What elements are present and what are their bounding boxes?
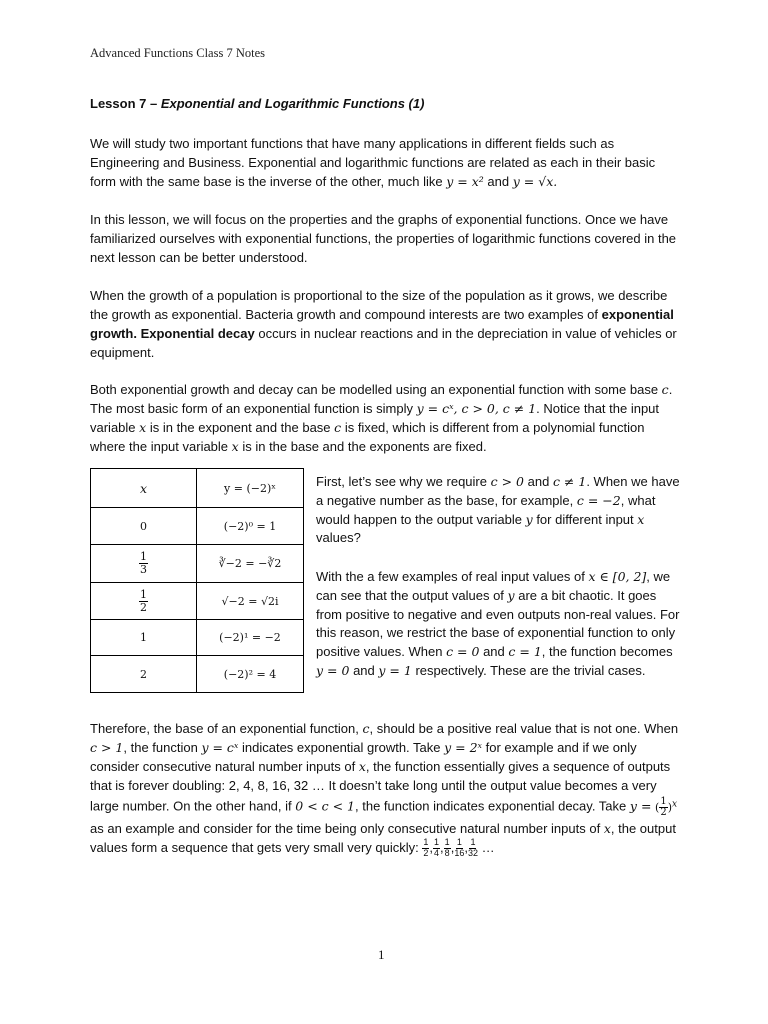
seq-den: 4 xyxy=(434,847,440,858)
p1-math-square: y = x² xyxy=(446,174,484,189)
half-exp: x xyxy=(672,799,678,809)
p4-var-c: c xyxy=(661,382,669,397)
seq-ellipsis: … xyxy=(481,839,495,855)
paragraph-intro xyxy=(90,134,680,191)
s2-d: , the function becomes xyxy=(541,644,673,660)
s2-m4: y = 0 xyxy=(316,662,350,678)
p5-x: x xyxy=(358,759,366,774)
p5-m5: y = xyxy=(629,798,652,814)
s1-x: x xyxy=(637,511,645,527)
half-den: 2 xyxy=(660,807,667,819)
lesson-title xyxy=(90,96,424,111)
p4-var-x2: x xyxy=(231,439,239,454)
s2-y: y xyxy=(507,587,515,603)
table-cell-y: (−2)⁰ = 1 xyxy=(197,508,304,545)
p5-i: as an example and consider for the time being only consecutive natural number inputs of xyxy=(90,820,601,836)
p3-text-a: When the growth of a population is proportional to the size of the population as it grows, we describe the growth as exponential. Bacteria growth and compound interests are two examples of xyxy=(90,288,668,322)
p5-f: for example and if we only consider consecutive natural number inputs of xyxy=(90,740,637,774)
p4-text-g: is in the base and the exponents are fixed. xyxy=(242,439,487,454)
table-cell-y: (−2)¹ = −2 xyxy=(197,620,304,656)
s1-m1: c > 0 xyxy=(490,474,524,489)
frac-num: 1 xyxy=(140,550,147,564)
p5-j: , the output values form a sequence that gets very small very quickly: xyxy=(90,820,676,855)
s1-e: values? xyxy=(316,530,361,546)
s1-and: and xyxy=(527,474,550,489)
seq-num: 1 xyxy=(444,837,450,848)
paragraph-growth: When the growth of a population is proportional to the size of the population as it grows, we describe the growth as exponential. Bacteria growth and compound interests are two examples of exponential growth. Exponential decay occurs in nuclear reactions and in the depreciation in value of vehicles or equipment. xyxy=(90,288,677,360)
s1-m3: c = −2 xyxy=(576,492,621,508)
p5-e: indicates exponential growth. Take xyxy=(242,740,441,755)
lesson-title-prefix: Lesson 7 – xyxy=(90,96,161,111)
table-cell-x: 2 xyxy=(91,656,197,693)
s2-b: , we can see that the output values of xyxy=(316,569,671,603)
p1-text: We will study two important functions that have many applications in different fields such as Engineering and Business. Exponential and logarithmic functions are related as each in their basic form with the same base is the inverse of the other, much like xyxy=(90,136,656,189)
table-row xyxy=(91,656,304,693)
decay-sequence: $\frac{1}{2}$ , $\frac{1}{4}$ , $\frac{1}{8}$ , $\frac{1}{16}$ , $\frac{1}{32}$ … xyxy=(423,837,495,858)
table-row xyxy=(91,620,304,656)
p4-var-c2: c xyxy=(334,420,342,435)
s1-b: . When we have a negative number as the base, for example, xyxy=(316,474,680,508)
table-row xyxy=(91,583,304,620)
lesson-title-italic: Exponential and Logarithmic Functions (1) xyxy=(160,96,425,111)
paragraph-focus: In this lesson, we will focus on the properties and the graphs of exponential functions. Once we have familiarized ourselves with exponential functions, the properties of logarithmic functions covered in the next lesson can be better understood. xyxy=(90,212,677,265)
s2-m5: y = 1 xyxy=(378,662,412,678)
s2-c: are a bit chaotic. It goes from positive to negative and even outputs non-real values. For this reason, we restrict the base of exponential function to only positive values. When xyxy=(316,587,680,660)
seq-den: 8 xyxy=(444,847,450,858)
s2-a: With the a few examples of real input values of xyxy=(316,569,585,584)
seq-den: 2 xyxy=(423,847,429,858)
seq-den: 32 xyxy=(467,847,478,858)
p5-m4: 0 < c < 1 xyxy=(295,798,356,814)
p5-m1: c > 1 xyxy=(90,740,124,755)
table-row xyxy=(91,508,304,545)
p4-text-d: . Notice that the input variable xyxy=(90,401,660,435)
p3-bold-growth: exponential growth xyxy=(90,307,674,341)
side-paragraph-examples xyxy=(316,568,682,681)
table-cell-x xyxy=(91,583,197,620)
p3-text-c: occurs in nuclear reactions and in the depreciation in value of vehicles or equipment. xyxy=(90,326,677,360)
page-number: 1 xyxy=(378,947,385,962)
frac-den: 2 xyxy=(140,600,147,614)
values-table xyxy=(90,468,304,693)
s2-m1: x ∈ [0, 2] xyxy=(588,569,647,584)
half-num: 1 xyxy=(660,795,667,807)
p5-c: c xyxy=(362,721,370,736)
s1-m2: c ≠ 1 xyxy=(552,474,587,489)
half-power-x: ( $\frac{1}{2}$ )$^x$ xyxy=(655,795,678,819)
p1-and: and xyxy=(487,174,510,189)
p4-math-form: y = cˣ, c > 0, c ≠ 1 xyxy=(416,401,537,416)
paragraph-model xyxy=(90,380,680,456)
p3-bold-decay: Exponential decay xyxy=(140,326,255,341)
frac-num: 1 xyxy=(140,587,147,601)
table-cell-x: 0 xyxy=(91,508,197,545)
frac-den: 3 xyxy=(140,563,147,576)
table-cell-x xyxy=(91,545,197,583)
s2-and2: and xyxy=(353,662,375,678)
seq-den: 16 xyxy=(454,847,465,858)
seq-num: 1 xyxy=(456,837,462,848)
s2-m3: c = 1 xyxy=(508,644,542,660)
p5-x2: x xyxy=(603,820,611,836)
seq-num: 1 xyxy=(434,837,440,848)
table-header-x: x xyxy=(91,469,197,508)
seq-num: 1 xyxy=(423,837,429,848)
document-header: Advanced Functions Class 7 Notes xyxy=(90,46,265,60)
table-cell-y: √−2 = √2i xyxy=(197,583,304,620)
table-cell-y: (−2)² = 4 xyxy=(197,656,304,693)
s1-c: , what would happen to the output variable xyxy=(316,492,656,527)
p5-a: Therefore, the base of an exponential function, xyxy=(90,721,359,736)
s1-y: y xyxy=(525,511,533,527)
table-header-y: y = (−2)ˣ xyxy=(197,469,304,508)
p5-b: , should be a positive real value that is not one. When xyxy=(369,721,679,736)
table-cell-y: ∛−2 = −∛2 xyxy=(197,545,304,583)
p5-m2: y = cˣ xyxy=(201,740,239,755)
s1-a: First, let’s see why we require xyxy=(316,474,487,489)
table-header-row xyxy=(91,469,304,508)
side-paragraph-why xyxy=(316,473,682,548)
p1-math-sqrt: y = √x. xyxy=(512,174,558,189)
p5-g: , the function essentially gives a sequence of outputs that is forever doubling: 2, 4, 8, 16, 32 … It doesn’t take long until the output value becomes a very large number. On the other hand, if xyxy=(90,759,671,814)
p5-m3: y = 2ˣ xyxy=(444,740,482,755)
p4-text-f: is fixed, which is different from a polynomial function where the input variable xyxy=(90,420,645,454)
s2-and: and xyxy=(483,644,505,660)
p5-h: , the function indicates exponential decay. Take xyxy=(355,798,627,814)
p5-d: , the function xyxy=(123,740,198,755)
s2-m2: c = 0 xyxy=(446,644,480,660)
table-row xyxy=(91,545,304,583)
p4-text-b: . The most basic form of an exponential function is simply xyxy=(90,382,673,416)
seq-num: 1 xyxy=(470,837,476,848)
paragraph-therefore xyxy=(90,719,680,858)
s2-e: respectively. These are the trivial cases. xyxy=(415,662,646,678)
table-cell-x: 1 xyxy=(91,620,197,656)
p4-text-e: is in the exponent and the base xyxy=(149,420,331,435)
p4-var-x: x xyxy=(139,420,147,435)
p4-text-a: Both exponential growth and decay can be modelled using an exponential function with some base xyxy=(90,382,659,397)
s1-d: for different input xyxy=(536,511,634,527)
